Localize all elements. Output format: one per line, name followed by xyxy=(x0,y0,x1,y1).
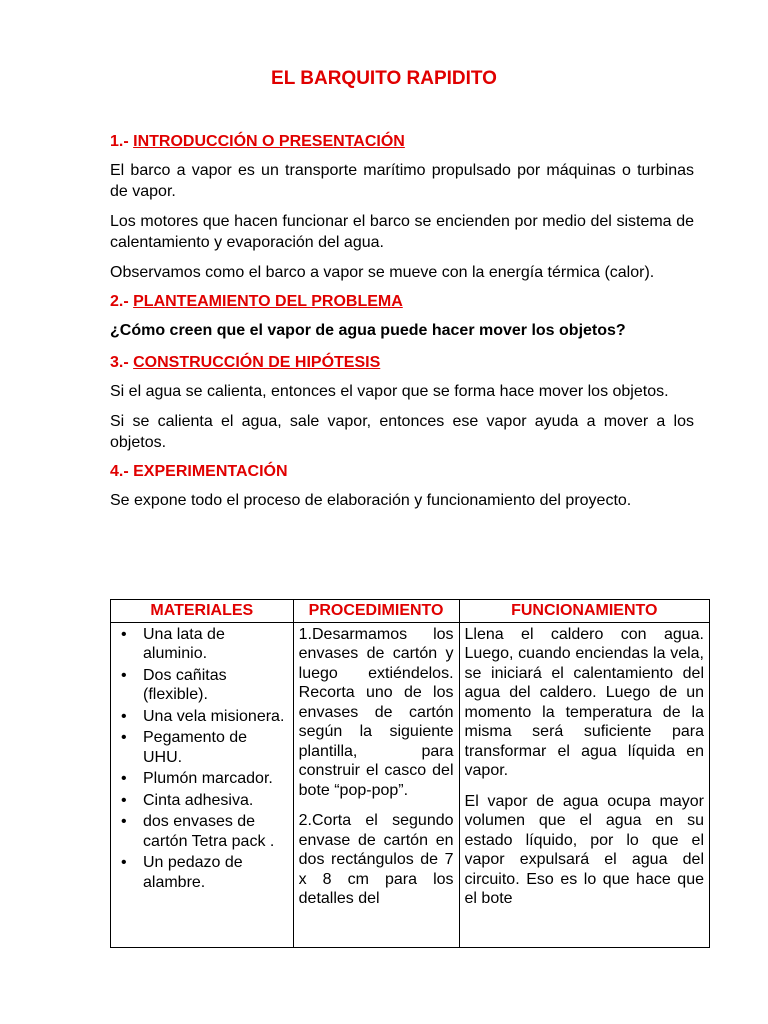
section-number: 2.- xyxy=(110,293,129,310)
operation-paragraph: Llena el caldero con agua. Luego, cuando enciendas la vela, se iniciará el calentamiento del agua del caldero. Luego de un momento la temperatura de la misma será suficiente para transformar el agua líquida en vapor. xyxy=(464,625,704,779)
section-number: 3.- xyxy=(110,354,129,371)
table-header-row xyxy=(111,600,710,623)
procedure-cell xyxy=(293,622,459,947)
list-item: • Un pedazo de alambre. xyxy=(143,853,288,892)
list-item: • Una lata de aluminio. xyxy=(143,625,288,664)
list-item: • Pegamento de UHU. xyxy=(143,728,288,767)
section-heading-hipotesis xyxy=(110,353,694,373)
procedure-step: 2.Corta el segundo envase de cartón en dos rectángulos de 7 x 8 cm para los detalles del xyxy=(298,812,454,907)
section-title: EXPERIMENTACIÓN xyxy=(133,463,288,480)
list-item: • Dos cañitas (flexible). xyxy=(143,666,288,705)
document-body xyxy=(110,132,694,520)
operation-paragraph: El vapor de agua ocupa mayor volumen que el agua en su estado líquido, por lo que el vapor expulsará el agua del circuito. Eso es lo que hace que el bote xyxy=(464,792,704,907)
list-item: • Plumón marcador. xyxy=(143,769,288,789)
header-funcionamiento: FUNCIONAMIENTO xyxy=(459,600,709,623)
list-item: • dos envases de cartón Tetra pack . xyxy=(143,812,288,851)
header-materiales: MATERIALES xyxy=(111,600,294,623)
paragraph: Observamos como el barco a vapor se mueve con la energía térmica (calor). xyxy=(110,264,655,281)
document-title: EL BARQUITO RAPIDITO xyxy=(271,68,497,89)
section-number: 4.- xyxy=(110,463,129,480)
paragraph: El barco a vapor es un transporte marítimo propulsado por máquinas o turbinas de vapor. xyxy=(110,162,694,200)
section-number: 1.- xyxy=(110,133,129,150)
header-procedimiento: PROCEDIMIENTO xyxy=(293,600,459,623)
procedure-step: 1.Desarmamos los envases de cartón y luego extiéndelos. Recorta uno de los envases de cartón según la siguiente plantilla, para construir el casco del bote “pop-pop”. xyxy=(298,625,454,799)
section-title: PLANTEAMIENTO DEL PROBLEMA xyxy=(133,293,403,310)
materials-cell xyxy=(111,622,294,947)
section-title: INTRODUCCIÓN O PRESENTACIÓN xyxy=(133,133,405,150)
list-item: • Cinta adhesiva. xyxy=(143,791,288,811)
section-title: CONSTRUCCIÓN DE HIPÓTESIS xyxy=(133,354,381,371)
paragraph: Se expone todo el proceso de elaboración y funcionamiento del proyecto. xyxy=(110,492,632,509)
paragraph: Los motores que hacen funcionar el barco se encienden por medio del sistema de calentamiento y evaporación del agua. xyxy=(110,213,694,251)
list-item: • Una vela misionera. xyxy=(143,707,288,727)
section-heading-introduccion xyxy=(110,132,694,152)
paragraph: Si se calienta el agua, sale vapor, entonces ese vapor ayuda a mover a los objetos. xyxy=(110,413,694,451)
section-heading-experimentacion xyxy=(110,462,694,482)
experiment-table xyxy=(110,599,710,948)
table-row xyxy=(111,622,710,947)
section-heading-planteamiento xyxy=(110,292,694,312)
operation-cell xyxy=(459,622,709,947)
materials-list xyxy=(116,625,288,893)
problem-question: ¿Cómo creen que el vapor de agua puede hacer mover los objetos? xyxy=(110,322,626,339)
paragraph: Si el agua se calienta, entonces el vapor que se forma hace mover los objetos. xyxy=(110,383,669,400)
